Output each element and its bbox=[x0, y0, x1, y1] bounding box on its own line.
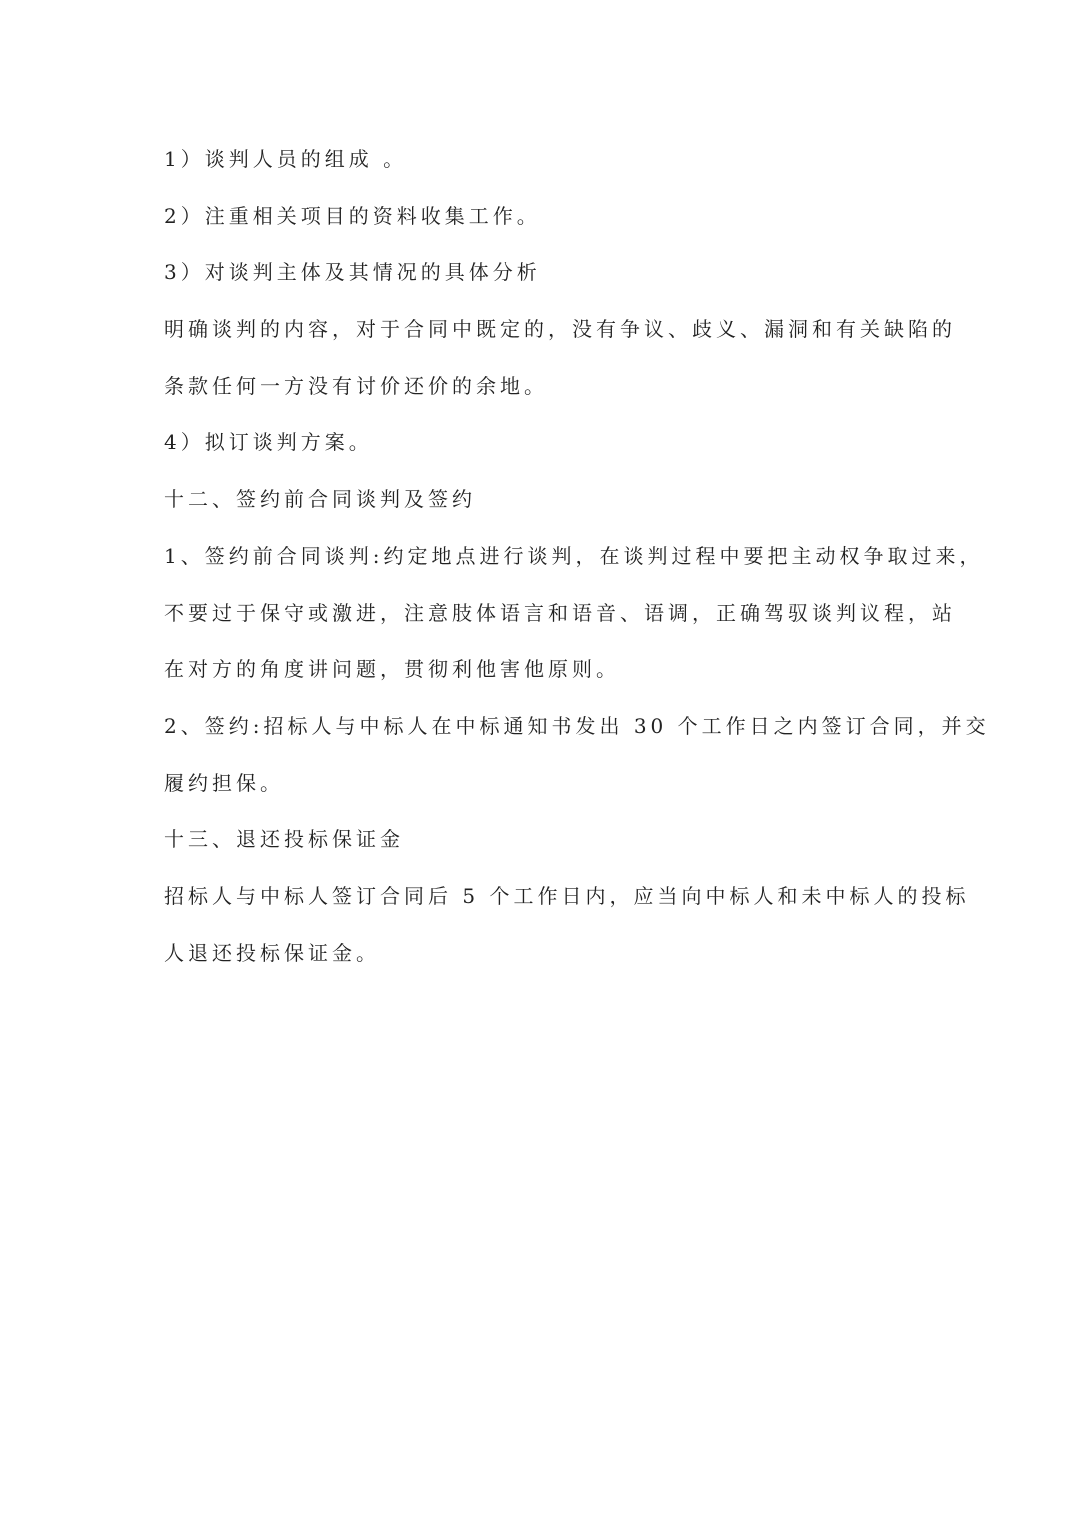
list-item-negotiation-team: 1）谈判人员的组成 。 bbox=[164, 147, 408, 171]
paragraph-line: 人退还投标保证金。 bbox=[164, 940, 380, 965]
paragraph-line: 明确谈判的内容，对于合同中既定的，没有争议、歧义、漏洞和有关缺陷的 bbox=[164, 317, 956, 342]
paragraph-line: 履约担保。 bbox=[164, 770, 284, 795]
list-item-negotiation-plan: 4）拟订谈判方案。 bbox=[164, 430, 373, 455]
paragraph-line: 招标人与中标人签订合同后 5 个工作日内，应当向中标人和未中标人的投标 bbox=[164, 883, 970, 908]
paragraph-line: 条款任何一方没有讨价还价的余地。 bbox=[164, 373, 548, 398]
document-body bbox=[164, 131, 990, 981]
paragraph-line: 在对方的角度讲问题，贯彻利他害他原则。 bbox=[164, 657, 620, 682]
list-item-data-collection: 2）注重相关项目的资料收集工作。 bbox=[164, 203, 541, 228]
section-heading-13: 十三、退还投标保证金 bbox=[164, 827, 404, 852]
paragraph-line: 2、签约:招标人与中标人在中标通知书发出 30 个工作日之内签订合同，并交 bbox=[164, 713, 990, 738]
section-heading-12: 十二、签约前合同谈判及签约 bbox=[164, 487, 476, 512]
paragraph-line: 1、签约前合同谈判:约定地点进行谈判，在谈判过程中要把主动权争取过来， bbox=[164, 543, 984, 568]
paragraph-line: 不要过于保守或激进，注意肢体语言和语音、语调，正确驾驭谈判议程，站 bbox=[164, 600, 956, 625]
list-item-party-analysis: 3）对谈判主体及其情况的具体分析 bbox=[164, 260, 541, 285]
